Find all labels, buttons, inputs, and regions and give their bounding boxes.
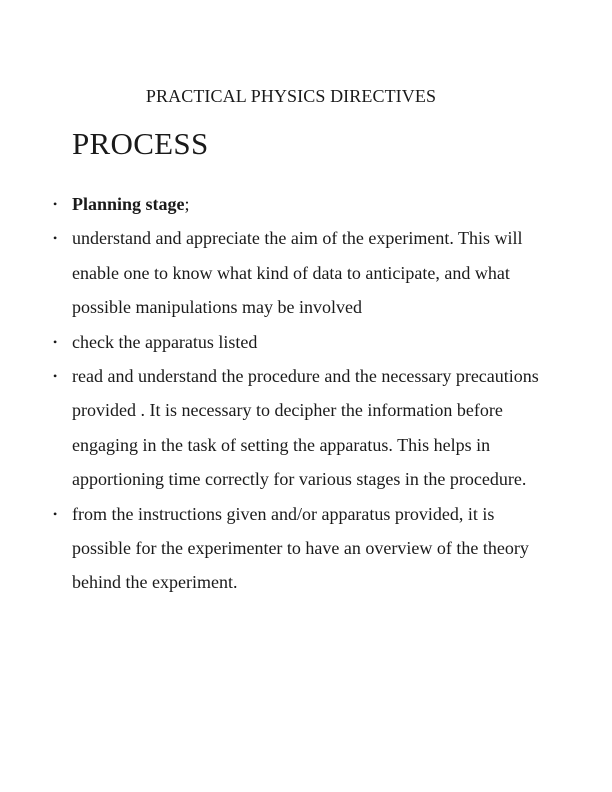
- list-item-text: understand and appreciate the aim of the experiment. This will enable one to know what kind of data to anticipate, and what possible manipulations may be involved: [72, 228, 523, 318]
- list-item: [53, 497, 552, 600]
- bullet-icon: •: [53, 334, 58, 349]
- list-item: [53, 187, 552, 221]
- list-item-text: check the apparatus listed: [72, 331, 258, 352]
- list-item-bold-text: Planning stage: [72, 194, 185, 214]
- list-item: [53, 325, 552, 359]
- bullet-list: [53, 187, 552, 600]
- list-item-text: from the instructions given and/or apparatus provided, it is possible for the experimenter to have an overview of the theory behind the experiment.: [72, 503, 529, 593]
- list-item-text: ;: [184, 194, 190, 214]
- list-item: [53, 359, 552, 497]
- document-title: PRACTICAL PHYSICS DIRECTIVES: [145, 86, 437, 106]
- list-item: [53, 221, 552, 324]
- bullet-icon: •: [53, 231, 58, 246]
- list-item-text: read and understand the procedure and the necessary precautions provided . It is necessary to decipher the information before engaging in the task of setting the apparatus. This helps in apportioning time correctly for various stages in the procedure.: [72, 366, 539, 490]
- bullet-icon: •: [53, 506, 58, 521]
- bullet-icon: •: [53, 197, 58, 211]
- bullet-icon: •: [53, 369, 58, 384]
- section-heading: PROCESS: [72, 126, 209, 161]
